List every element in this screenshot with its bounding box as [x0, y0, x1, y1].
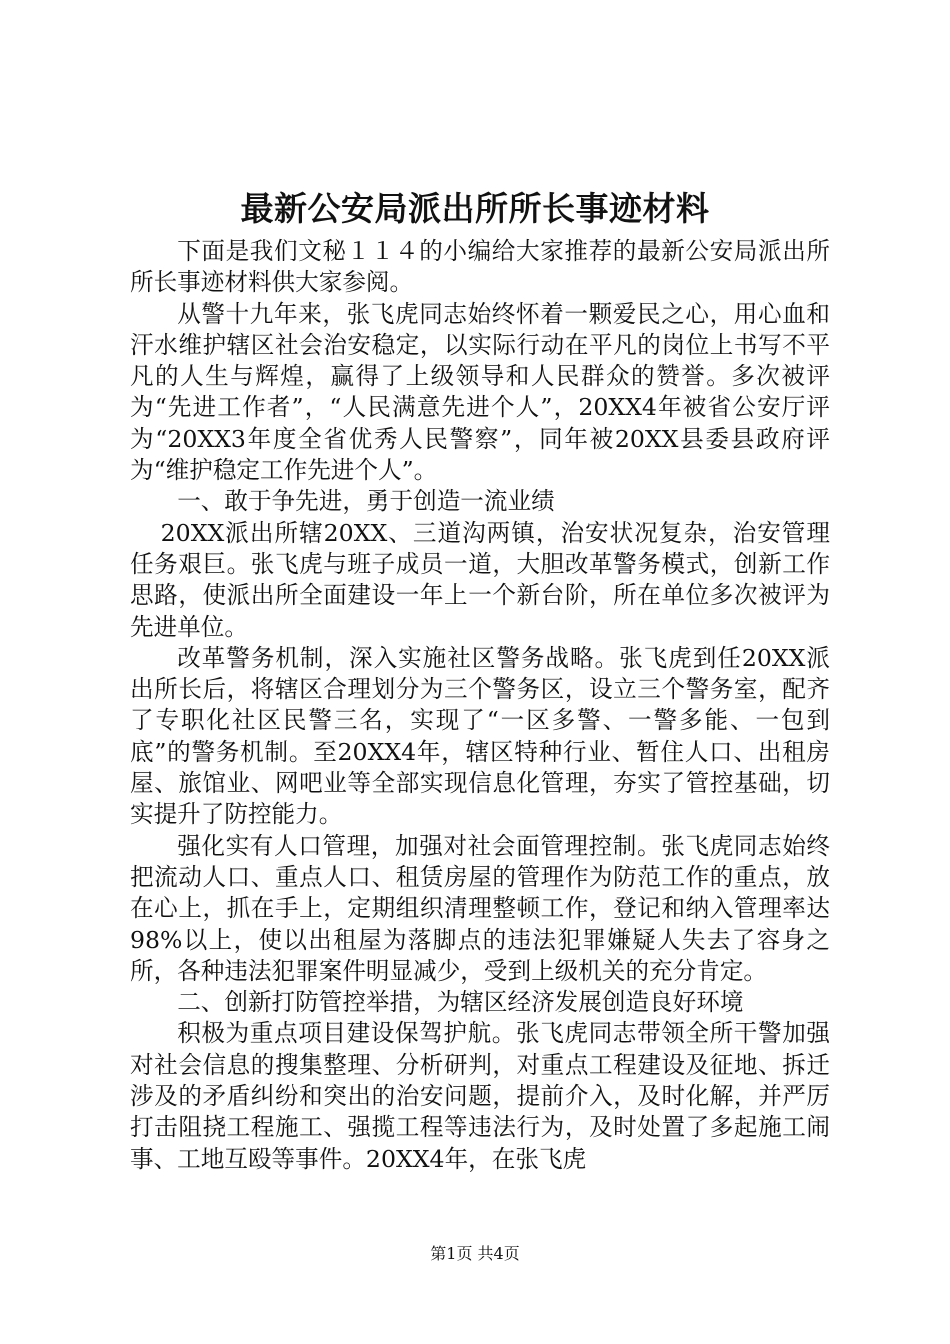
- paragraph-station-overview: 20XX派出所辖20XX、三道沟两镇，治安状况复杂，治安管理任务艰巨。张飞虎与班子成员一道，大胆改革警务模式，创新工作思路，使派出所全面建设一年上一个新台阶，所在单位多次被评为先进单位。: [130, 518, 830, 641]
- document-title: 最新公安局派出所所长事迹材料: [240, 189, 710, 228]
- section-heading-1: 一、敢于争先进，勇于创造一流业绩: [177, 487, 555, 516]
- paragraph-project-protection: 积极为重点项目建设保驾护航。张飞虎同志带领全所干警加强对社会信息的搜集整理、分析研判，对重点工程建设及征地、拆迁涉及的矛盾纠纷和突出的治安问题，提前介入，及时化解，并严厉打击阻挠工程施工、强揽工程等违法行为，及时处置了多起施工闹事、工地互殴等事件。20XX4年，在张飞虎: [130, 1019, 830, 1173]
- paragraph-intro: 下面是我们文秘１１４的小编给大家推荐的最新公安局派出所所长事迹材料供大家参阅。: [130, 237, 830, 297]
- section-heading-2: 二、创新打防管控举措，为辖区经济发展创造良好环境: [177, 988, 744, 1017]
- document-body: [130, 236, 830, 1175]
- page-footer: 第1页 共4页: [430, 1244, 520, 1263]
- paragraph-policing-reform: 改革警务机制，深入实施社区警务战略。张飞虎到任20XX派出所长后，将辖区合理划分为三个警务区，设立三个警务室，配齐了专职化社区民警三名，实现了“一区多警、一警多能、一包到底”的警务机制。至20XX4年，辖区特种行业、暂住人口、出租房屋、旅馆业、网吧业等全部实现信息化管理，夯实了管控基础，切实提升了防控能力。: [130, 643, 830, 829]
- paragraph-population-management: 强化实有人口管理，加强对社会面管理控制。张飞虎同志始终把流动人口、重点人口、租赁房屋的管理作为防范工作的重点，放在心上，抓在手上，定期组织清理整顿工作，登记和纳入管理率达98%以上，使以出租屋为落脚点的违法犯罪嫌疑人失去了容身之所，各种违法犯罪案件明显减少，受到上级机关的充分肯定。: [130, 831, 830, 985]
- paragraph-career-summary: 从警十九年来，张飞虎同志始终怀着一颗爱民之心，用心血和汗水维护辖区社会治安稳定，以实际行动在平凡的岗位上书写不平凡的人生与辉煌，赢得了上级领导和人民群众的赞誉。多次被评为“先进工作者”，“人民满意先进个人”，20XX4年被省公安厅评为“20XX3年度全省优秀人民警察”，同年被20XX县委县政府评为“维护稳定工作先进个人”。: [130, 299, 830, 485]
